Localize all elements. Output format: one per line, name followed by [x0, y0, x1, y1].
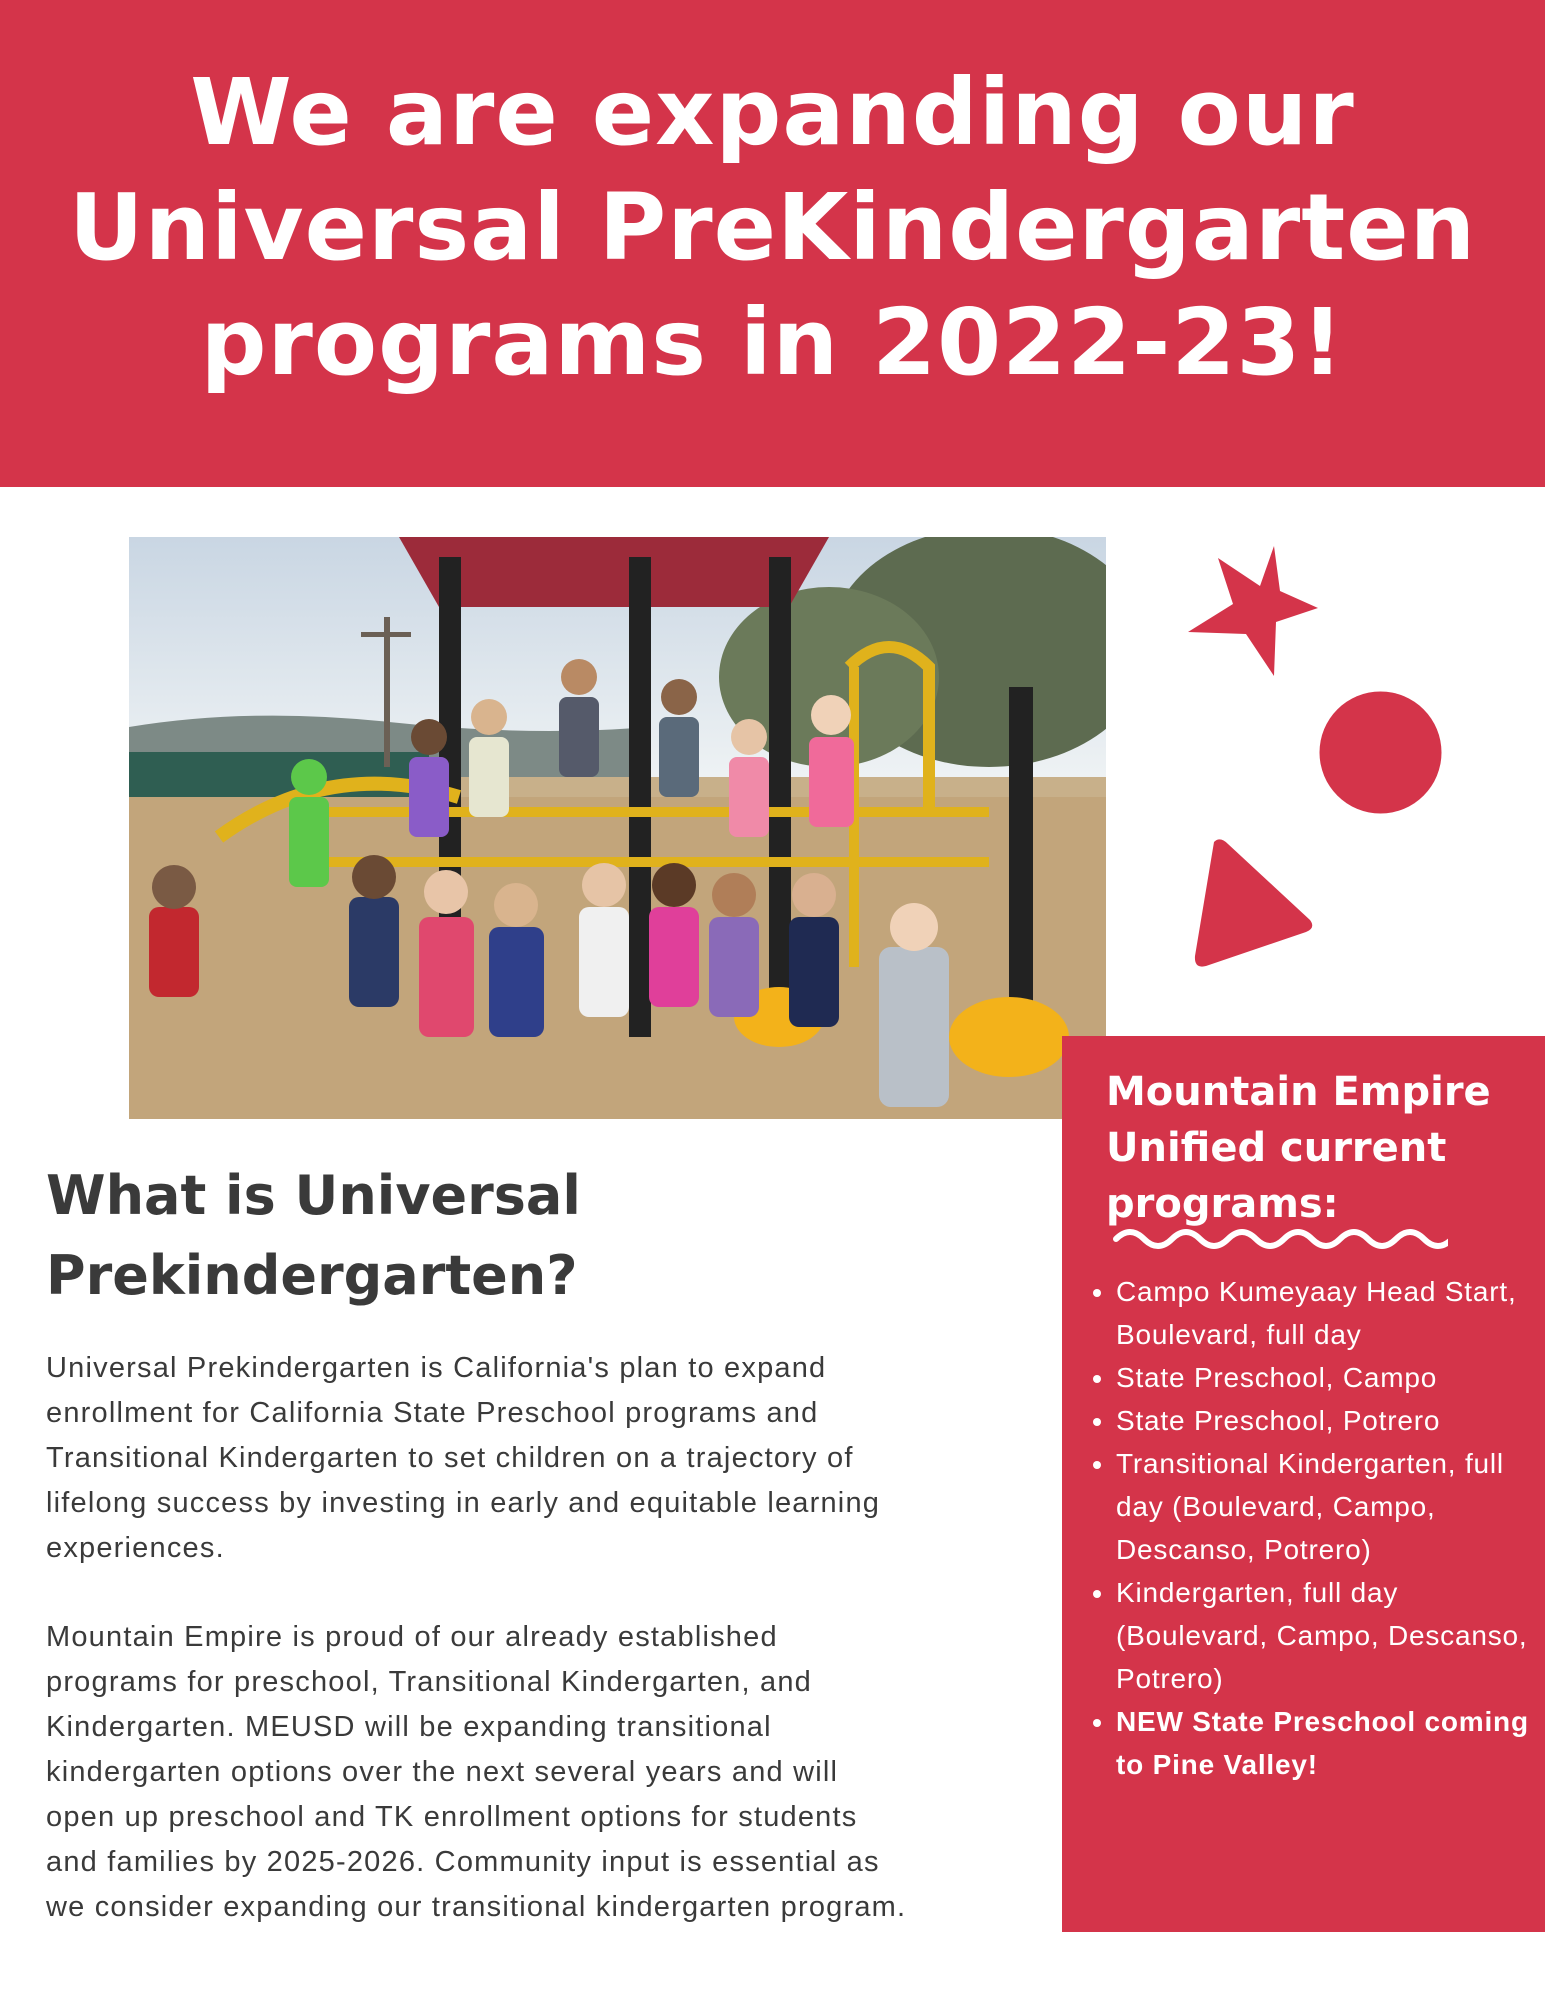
title-line: programs in 2022-23!: [200, 289, 1345, 396]
paragraph-line: programs for preschool, Transitional Kindergarten, and: [46, 1666, 813, 1698]
intro-paragraph: [46, 1346, 1036, 1571]
paragraph-line: Universal Prekindergarten is California's plan to expand: [46, 1352, 827, 1384]
sidebar-title-line: Mountain Empire: [1106, 1069, 1491, 1115]
paragraph-line: kindergarten options over the next several years and will: [46, 1756, 839, 1788]
list-item-highlight: • NEW State Preschool coming to Pine Valley!: [1116, 1700, 1545, 1786]
district-paragraph: [46, 1615, 1036, 1930]
paragraph-line: open up preschool and TK enrollment options for students: [46, 1801, 858, 1833]
header-banner: [0, 0, 1545, 487]
paragraph-line: we consider expanding our transitional kindergarten program.: [46, 1891, 907, 1923]
star-icon: [1188, 546, 1318, 676]
sidebar-title-line: Unified current: [1106, 1125, 1447, 1171]
section-title: [46, 1156, 806, 1316]
section-title-line: What is Universal: [46, 1164, 581, 1227]
list-item: • State Preschool, Potrero: [1116, 1399, 1545, 1442]
programs-list: [1080, 1270, 1545, 1786]
paragraph-line: experiences.: [46, 1532, 225, 1564]
list-item: • State Preschool, Campo: [1116, 1356, 1545, 1399]
paragraph-line: and families by 2025-2026. Community input is essential as: [46, 1846, 880, 1878]
page-title: [0, 55, 1545, 400]
title-line: We are expanding our: [190, 59, 1355, 166]
paragraph-line: enrollment for California State Preschool programs and: [46, 1397, 819, 1429]
sidebar-title-line: programs:: [1106, 1181, 1339, 1227]
playground-photo: [129, 537, 1106, 1119]
triangle-icon: [1192, 838, 1316, 968]
list-item: • Kindergarten, full day (Boulevard, Campo, Descanso, Potrero): [1116, 1571, 1545, 1700]
programs-sidebar: [1062, 1036, 1545, 1932]
wavy-divider-icon: [1112, 1228, 1448, 1250]
section-title-line: Prekindergarten?: [46, 1244, 578, 1307]
paragraph-line: Transitional Kindergarten to set children on a trajectory of: [46, 1442, 854, 1474]
list-item: • Transitional Kindergarten, full day (Boulevard, Campo, Descanso, Potrero): [1116, 1442, 1545, 1571]
paragraph-line: Mountain Empire is proud of our already established: [46, 1621, 778, 1653]
list-item: • Campo Kumeyaay Head Start, Boulevard, full day: [1116, 1270, 1545, 1356]
circle-icon: [1318, 690, 1443, 815]
paragraph-line: lifelong success by investing in early and equitable learning: [46, 1487, 881, 1519]
title-line: Universal PreKindergarten: [68, 174, 1477, 281]
sidebar-title: [1106, 1064, 1526, 1232]
paragraph-line: Kindergarten. MEUSD will be expanding transitional: [46, 1711, 772, 1743]
photo-illustration: [129, 537, 1106, 1119]
